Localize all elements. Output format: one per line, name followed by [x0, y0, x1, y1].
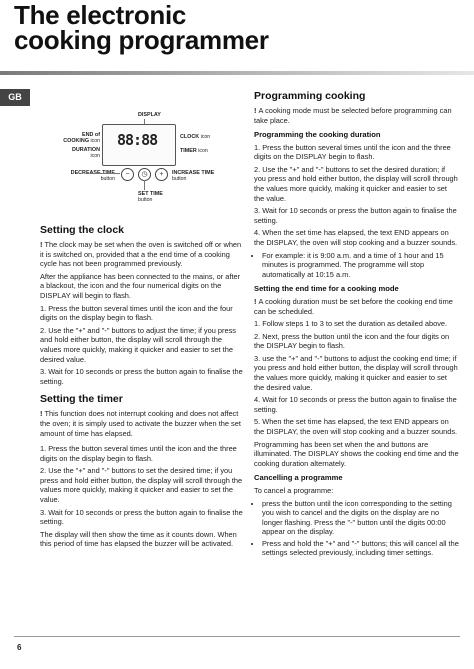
increase-time-label: INCREASE TIME button	[172, 170, 215, 182]
duration-step-4: 4. When the set time has elapsed, the text END appears on the DISPLAY, the oven will stop cooking and a buzzer sounds.	[254, 228, 458, 248]
left-column	[40, 220, 245, 552]
cancel-list	[254, 499, 459, 559]
end-time-step-2: 2. Next, press the button until the icon and the four digits on the DISPLAY begin to flash.	[254, 331, 450, 351]
end-time-step-5: 5. When the set time has elapsed, the text END appears on the DISPLAY, the oven will stop cooking and a buzzer sounds.	[254, 417, 458, 437]
set-time-label: SET TIME button	[138, 191, 163, 203]
timer-label: TIMER icon	[180, 148, 208, 154]
cancel-heading: Cancelling a programme	[254, 473, 343, 483]
set-time-button[interactable]: ◷	[138, 168, 151, 181]
clock-step-1: 1. Press the button several times until the icon and the four digits on the display begin to flash.	[40, 303, 233, 323]
timer-paragraph-1: ! This function does not interrupt cooking and does not affect the oven; it is simply used to activate the buzzer when the set amount of time has elapsed.	[40, 409, 241, 438]
clock-paragraph-2: After the appliance has been connected to the mains, or after a blackout, the icon and the four numerical digits on the DISPLAY will begin to flash.	[40, 271, 241, 300]
list-item: • For example: it is 9:00 a.m. and a time of 1 hour and 15 minutes is programmed. The programme will stop automatically at 10:15 a.m.	[262, 251, 459, 280]
end-time-paragraph: ! A cooking duration must be set before the cooking end time can be scheduled.	[254, 296, 453, 316]
timer-paragraph-2: The display will then show the time as it counts down. When this period of time has elapsed the buzzer will be activated.	[40, 529, 237, 549]
clock-heading: Setting the clock	[40, 224, 125, 236]
language-tab: GB	[0, 89, 30, 106]
programmer-diagram	[40, 96, 237, 207]
end-time-step-4: 4. Wait for 10 seconds or press the button again to finalise the setting.	[254, 395, 457, 414]
list-item: • press the button until the icon corresponding to the setting you wish to cancel and the digits on the display are no longer flashing. Press the "-" button until the digits 00:00 appear on the display.	[262, 499, 459, 537]
end-cooking-label: END of COOKING icon	[63, 132, 100, 144]
timer-heading: Setting the timer	[40, 393, 123, 406]
duration-step-1: 1. Press the button several times until the icon and the three digits on the DISPLAY begin to flash.	[254, 142, 451, 162]
end-time-paragraph-2: Programming has been set when the and buttons are illuminated. The DISPLAY shows the cooking end time and the cooking duration alternately.	[254, 439, 459, 468]
end-time-heading: Setting the end time for a cooking mode	[254, 284, 399, 294]
timer-step-2: 2. Use the "+" and "-" buttons to set the desired time; if you press and hold either button, the display will scroll through the values more quickly, making it quicker and easier to set the value.	[40, 466, 243, 505]
decrease-time-label: DECREASE TIME button	[70, 170, 115, 182]
timer-step-1: 1. Press the button several times until the icon and the three digits on the display begin to flash.	[40, 444, 237, 463]
duration-example-list	[254, 251, 459, 280]
duration-step-3: 3. Wait for 10 seconds or press the button again to finalise the setting.	[254, 206, 457, 225]
header-rule	[0, 71, 474, 75]
programming-paragraph: ! A cooking mode must be selected before programming can take place.	[254, 106, 452, 125]
right-column	[254, 86, 459, 561]
decrease-time-button[interactable]: −	[121, 168, 134, 181]
increase-time-button[interactable]: +	[155, 168, 168, 181]
end-time-step-1: 1. Follow steps 1 to 3 to set the duration as detailed above.	[254, 319, 448, 329]
timer-step-3: 3. Wait for 10 seconds or press the button again to finalise the setting.	[40, 507, 243, 527]
clock-step-2: 2. Use the "+" and "-" buttons to adjust the time; if you press and hold either button, the display will scroll through the values more quickly, making it quicker and easier to set the desired value.	[40, 325, 236, 364]
clock-paragraph-1: ! The clock may be set when the oven is switched off or when it is switched on, provided that a the end time of a cooking cycle has not been programmed previously.	[40, 240, 242, 269]
duration-heading: Programming the cooking duration	[254, 130, 381, 140]
duration-step-2: 2. Use the "+" and "-" buttons to set the desired duration; if you press and hold either button, the display will scroll through the values more quickly, making it quicker and easier to set the value.	[254, 164, 458, 203]
programming-heading: Programming cooking	[254, 90, 366, 102]
cancel-paragraph: To cancel a programme:	[254, 485, 334, 495]
display-panel	[102, 124, 176, 166]
list-item: • Press and hold the "+" and "-" buttons; this will cancel all the settings selected previously, including timer settings.	[262, 539, 459, 558]
clock-step-3: 3. Wait for 10 seconds or press the button again to finalise the setting.	[40, 367, 243, 386]
page-number: 6	[17, 643, 22, 652]
end-time-step-3: 3. use the "+" and "-" buttons to adjust the cooking end time; if you press and hold either button, the display will scroll through the values more quickly, making it quicker and easier to set the desired value.	[254, 353, 458, 392]
clock-label: CLOCK icon	[180, 134, 211, 140]
duration-label: DURATION icon	[71, 147, 100, 159]
page-title: The electronic cooking programmer	[14, 0, 269, 55]
footer-rule	[14, 636, 460, 637]
display-digits: 88:88	[117, 131, 158, 149]
display-label: DISPLAY	[138, 112, 161, 118]
